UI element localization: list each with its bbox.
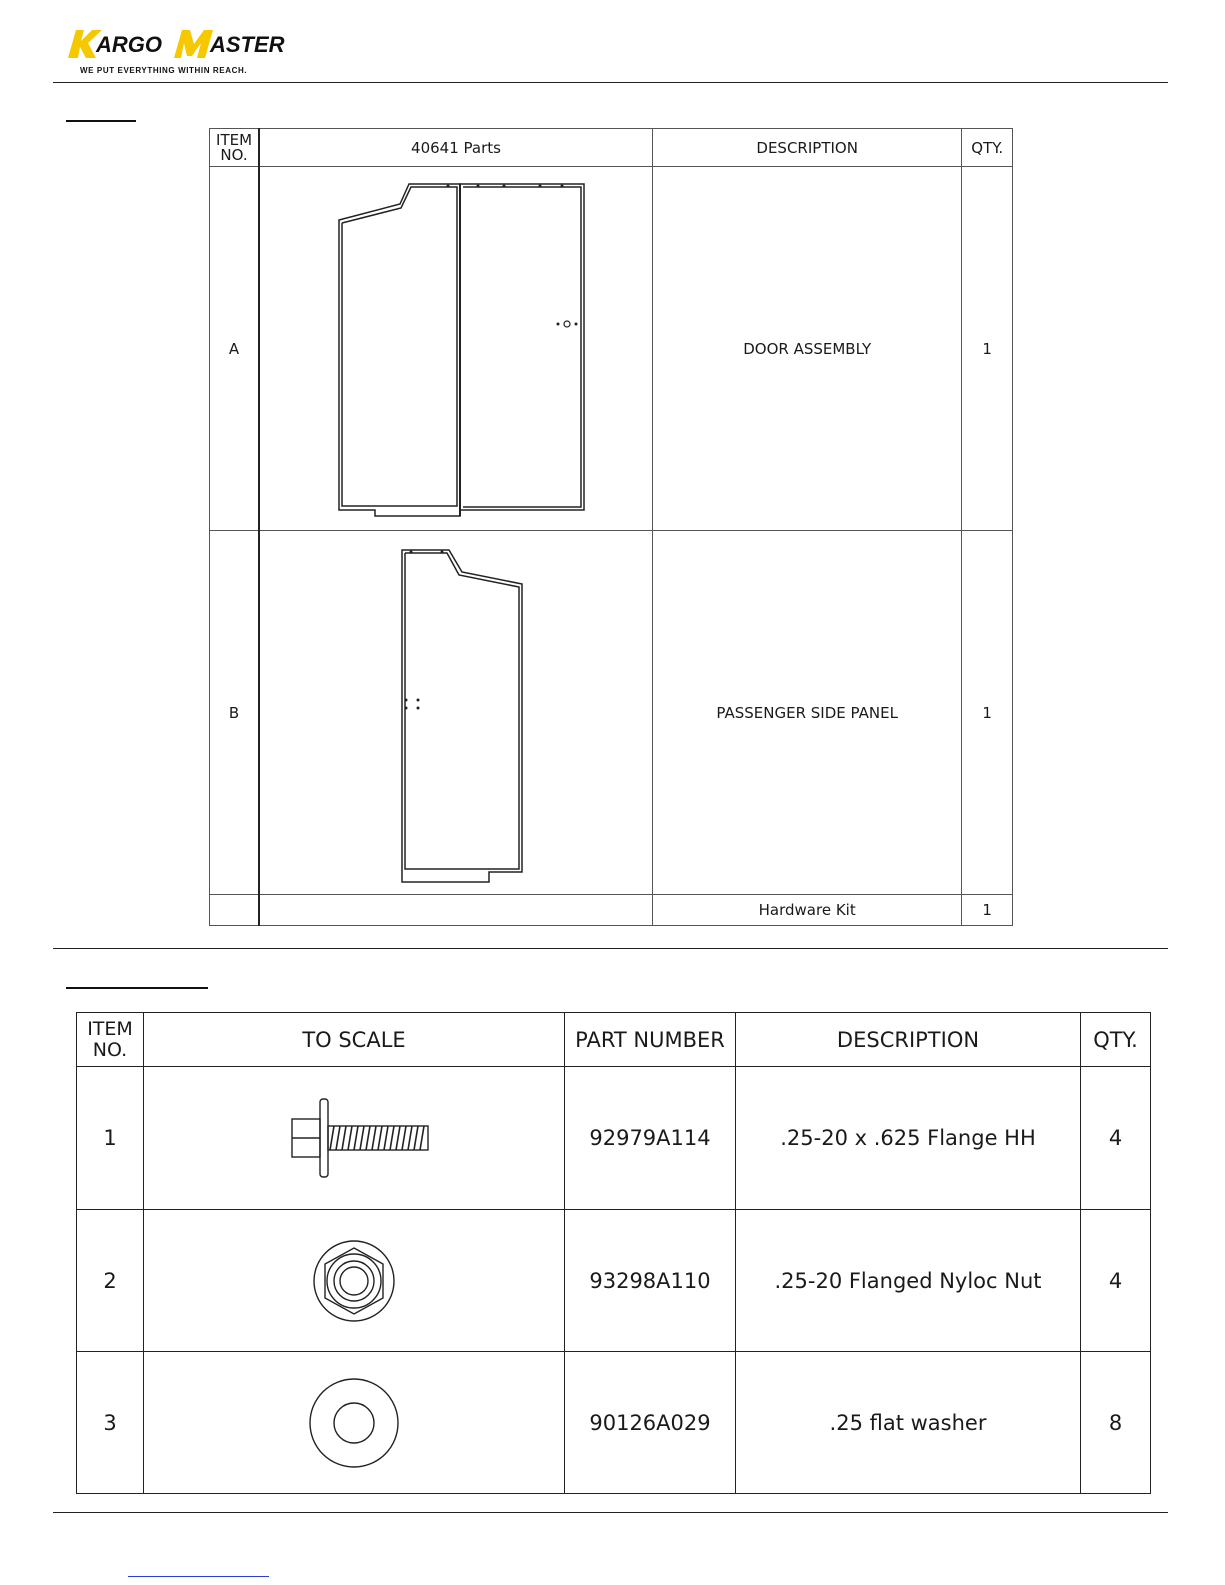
flange-bolt-icon bbox=[274, 1093, 434, 1183]
qty-cell: 4 bbox=[1081, 1210, 1151, 1352]
parts-table-header bbox=[210, 129, 1013, 167]
header-qty: QTY. bbox=[1081, 1013, 1151, 1067]
description-cell: .25 flat washer bbox=[736, 1352, 1081, 1494]
header-item-no: ITEM NO. bbox=[77, 1013, 144, 1067]
parts-table bbox=[209, 128, 1013, 926]
description-cell: DOOR ASSEMBLY bbox=[652, 167, 961, 531]
item-cell: B bbox=[210, 531, 260, 895]
item-cell: 3 bbox=[77, 1352, 144, 1494]
item-cell: A bbox=[210, 167, 260, 531]
item-cell: 1 bbox=[77, 1067, 144, 1210]
header-to-scale: TO SCALE bbox=[144, 1013, 565, 1067]
header-item-no: ITEM NO. bbox=[210, 129, 260, 167]
drawing-cell bbox=[259, 895, 652, 926]
washer-icon bbox=[306, 1375, 402, 1471]
part-number-cell: 93298A110 bbox=[565, 1210, 736, 1352]
door-assembly-drawing bbox=[259, 167, 652, 531]
svg-text:ARGO: ARGO bbox=[96, 32, 162, 57]
header-part-number: PART NUMBER bbox=[565, 1013, 736, 1067]
passenger-side-panel-drawing bbox=[259, 531, 652, 895]
section-divider bbox=[53, 948, 1168, 949]
side-panel-icon bbox=[262, 532, 651, 894]
description-cell: Hardware Kit bbox=[652, 895, 961, 926]
door-assembly-icon bbox=[262, 168, 651, 530]
header-description: DESCRIPTION bbox=[652, 129, 961, 167]
scale-drawing-cell bbox=[144, 1210, 565, 1352]
table-row bbox=[77, 1067, 1151, 1210]
hardware-table-header bbox=[77, 1013, 1151, 1067]
header-divider bbox=[53, 82, 1168, 83]
table-row bbox=[210, 895, 1013, 926]
header-qty: QTY. bbox=[962, 129, 1013, 167]
item-cell: 2 bbox=[77, 1210, 144, 1352]
part-number-cell: 90126A029 bbox=[565, 1352, 736, 1494]
table-row bbox=[210, 531, 1013, 895]
header-description: DESCRIPTION bbox=[736, 1013, 1081, 1067]
flange-nut-icon bbox=[309, 1236, 399, 1326]
qty-cell: 1 bbox=[962, 895, 1013, 926]
description-cell: PASSENGER SIDE PANEL bbox=[652, 531, 961, 895]
hardware-table bbox=[76, 1012, 1151, 1494]
section-underline bbox=[66, 987, 208, 989]
scale-drawing-cell bbox=[144, 1067, 565, 1210]
part-number-cell: 92979A114 bbox=[565, 1067, 736, 1210]
item-cell bbox=[210, 895, 260, 926]
svg-text:ASTER: ASTER bbox=[210, 32, 285, 57]
scale-drawing-cell bbox=[144, 1352, 565, 1494]
table-row bbox=[210, 167, 1013, 531]
description-cell: .25-20 x .625 Flange HH bbox=[736, 1067, 1081, 1210]
qty-cell: 1 bbox=[962, 531, 1013, 895]
section-underline bbox=[66, 120, 136, 122]
description-cell: .25-20 Flanged Nyloc Nut bbox=[736, 1210, 1081, 1352]
footer-link-underline[interactable] bbox=[128, 1576, 269, 1577]
qty-cell: 8 bbox=[1081, 1352, 1151, 1494]
qty-cell: 1 bbox=[962, 167, 1013, 531]
qty-cell: 4 bbox=[1081, 1067, 1151, 1210]
table-row bbox=[77, 1210, 1151, 1352]
table-row bbox=[77, 1352, 1151, 1494]
footer-divider bbox=[53, 1512, 1168, 1513]
header-parts: 40641 Parts bbox=[259, 129, 652, 167]
brand-tagline: WE PUT EVERYTHING WITHIN REACH. bbox=[80, 66, 248, 75]
